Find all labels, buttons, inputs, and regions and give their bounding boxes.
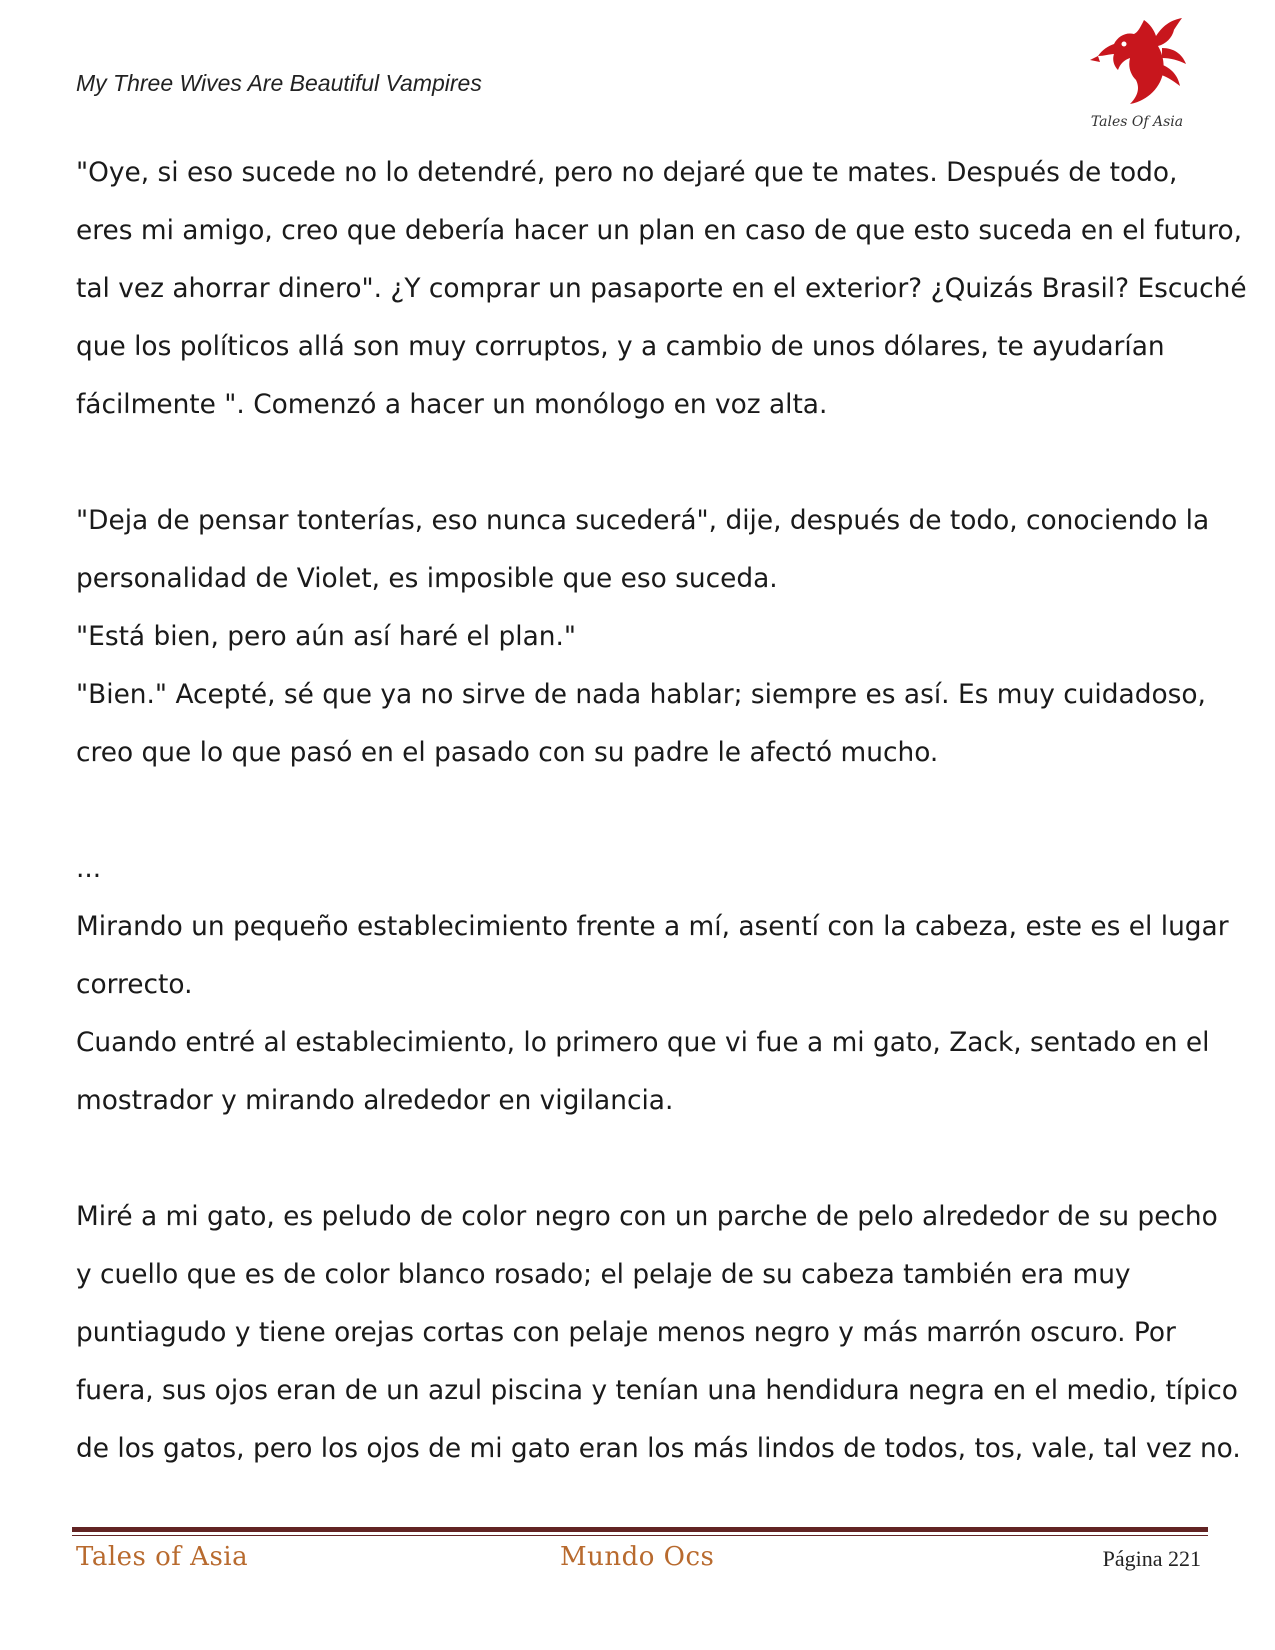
text-line: Mirando un pequeño establecimiento frente a mí, asentí con la cabeza, este es el lugar [76,911,1229,942]
page-body [76,144,1247,1478]
footer-divider [72,1527,1208,1532]
footer-divider-thin [72,1535,1208,1536]
tales-of-asia-logo [1082,14,1192,134]
text-line: eres mi amigo, creo que debería hacer un plan en caso de que esto suceda en el futuro, [76,215,1243,246]
text-line: tal vez ahorrar dinero". ¿Y comprar un pasaporte en el exterior? ¿Quizás Brasil? Escuché [76,273,1247,304]
blank-line [76,782,1206,840]
dragon-icon [1082,14,1192,114]
text-line: "Bien." Acepté, sé que ya no sirve de nada hablar; siempre es así. Es muy cuidadoso, [76,679,1206,710]
text-line: correcto. [76,969,193,1000]
book-title: My Three Wives Are Beautiful Vampires [76,70,482,96]
text-line: "Oye, si eso sucede no lo detendré, pero no dejaré que te mates. Después de todo, [76,157,1178,188]
blank-line [76,1130,1206,1188]
text-line: y cuello que es de color blanco rosado; el pelaje de su cabeza también era muy [76,1259,1131,1290]
text-line: puntiagudo y tiene orejas cortas con pelaje menos negro y más marrón oscuro. Por [76,1317,1176,1348]
text-line: personalidad de Violet, es imposible que eso suceda. [76,563,778,594]
text-line: que los políticos allá son muy corruptos, y a cambio de unos dólares, te ayudarían [76,331,1165,362]
footer-publisher: Tales of Asia [76,1542,249,1572]
blank-line [76,434,1206,492]
text-line: mostrador y mirando alrededor en vigilancia. [76,1085,674,1116]
logo-text: Tales Of Asia [1090,114,1184,130]
footer-site: Mundo Ocs [560,1542,715,1572]
text-line: "Está bien, pero aún así haré el plan." [76,621,577,652]
text-line: "Deja de pensar tonterías, eso nunca sucederá", dije, después de todo, conociendo la [76,505,1210,536]
text-line: Cuando entré al establecimiento, lo primero que vi fue a mi gato, Zack, sentado en el [76,1027,1210,1058]
scene-break: ... [76,853,102,884]
text-line: de los gatos, pero los ojos de mi gato eran los más lindos de todos, tos, vale, tal vez no. [76,1433,1241,1464]
page-number: Página 221 [1102,1546,1201,1571]
text-line: fácilmente ". Comenzó a hacer un monólogo en voz alta. [76,389,828,420]
text-line: creo que lo que pasó en el pasado con su padre le afectó mucho. [76,737,939,768]
text-line: fuera, sus ojos eran de un azul piscina y tenían una hendidura negra en el medio, típico [76,1375,1238,1406]
text-line: Miré a mi gato, es peludo de color negro con un parche de pelo alrededor de su pecho [76,1201,1218,1232]
